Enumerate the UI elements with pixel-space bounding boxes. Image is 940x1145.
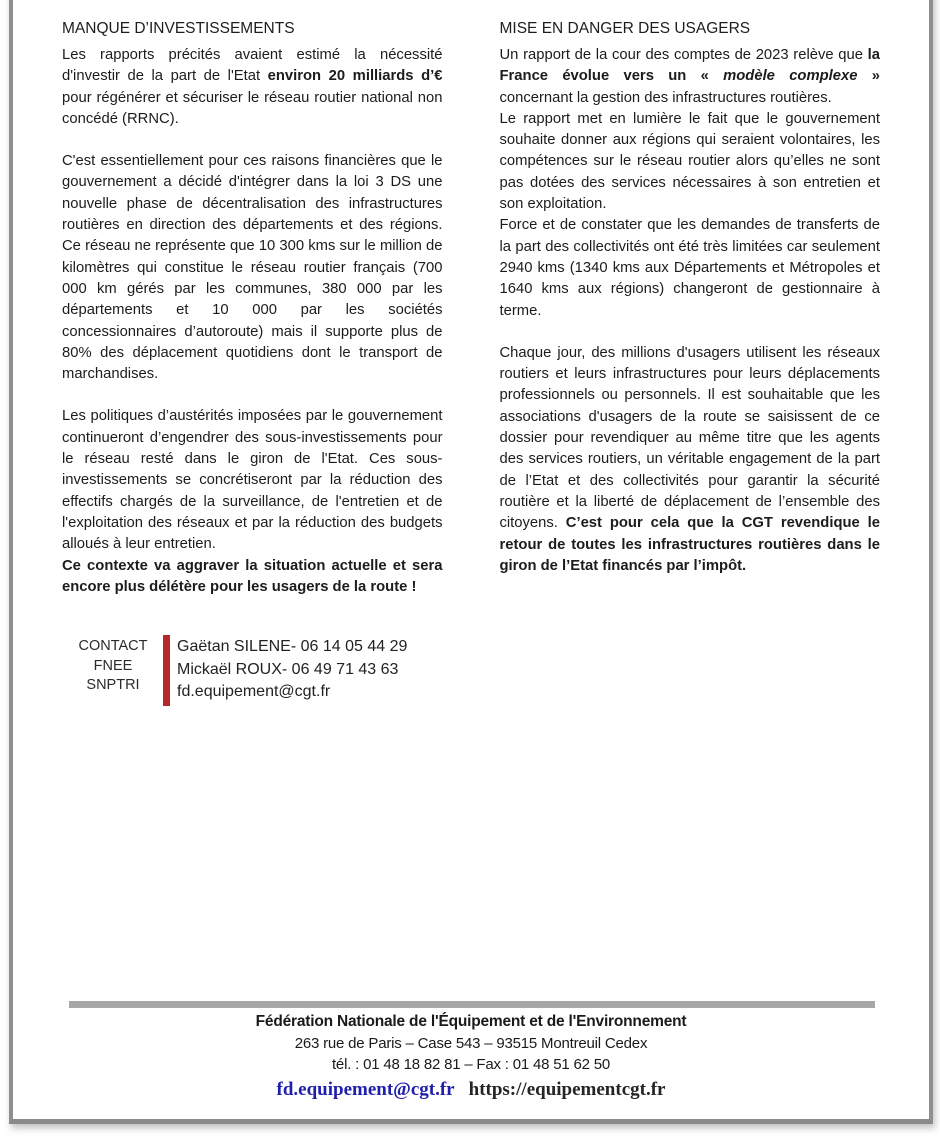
contact-person-phone: Gaëtan SILENE- 06 14 05 44 29 [177, 638, 408, 655]
footer-website-link[interactable]: https://equipementcgt.fr [468, 1079, 666, 1100]
paragraph: Le rapport met en lumière le fait que le gouvernement souhaite donner aux régions qui seraient volontaires, les compétences sur le réseau routier alors qu’elles ne sont pas dotées des services nécessaires à son entretien et son exploitation. [499, 110, 880, 213]
paragraph: Les rapports précités avaient estimé la nécessité d'investir de la part de l'Etat environ 20 milliards d’€ pour régénérer et sécuriser le réseau routier national non concédé (RRNC). [62, 47, 443, 127]
document-page [9, 0, 933, 1124]
contact-label-line: SNPTRI [86, 677, 140, 693]
column-left [62, 18, 443, 598]
footer-links [13, 1078, 929, 1102]
contact-person-phone: Mickaël ROUX- 06 49 71 43 63 [177, 660, 399, 678]
heading-manque-investissements: MANQUE D’INVESTISSEMENTS [62, 20, 295, 37]
footer-org-name: Fédération Nationale de l'Équipement et de l'Environnement [255, 1013, 687, 1030]
contact-divider-bar [163, 635, 170, 706]
contact-block [65, 635, 407, 706]
paragraph-bold-conclusion: Ce contexte va aggraver la situation actuelle et sera encore plus délétère pour les usagers de la route ! [62, 557, 443, 595]
footer-block [13, 1011, 929, 1102]
contact-lines [177, 635, 407, 704]
paragraph: Un rapport de la cour des comptes de 2023 relève que la France évolue vers un « modèle complexe » concernant la gestion des infrastructures routières. [499, 47, 880, 106]
footer-separator-bar [69, 1001, 875, 1008]
contact-label [65, 635, 161, 696]
paragraph: C'est essentiellement pour ces raisons financières que le gouvernement a décidé d'intégrer dans la loi 3 DS une nouvelle phase de décentralisation des infrastructures routières en direction des départements et des régions. Ce réseau ne représente que 10 300 kms sur le million de kilomètres qui constitue le réseau routier français (700 000 km gérés par les communes, 380 000 par les départements et 10 000 par les sociétés concessionnaires d’autoroute) mais il supporte plus de 80% des déplacement quotidiens dont le transport de marchandises. [62, 153, 443, 383]
paragraph: Les politiques d’austérités imposées par le gouvernement continueront d’engendrer des sous-investissements pour le réseau resté dans le giron de l'Etat. Ces sous-investissements se concrétiseront par la réduction des effectifs chargés de la surveillance, de l'entretien et de l'exploitation des réseaux et par la réduction des budgets alloués à leur entretien. [62, 408, 443, 553]
contact-label-line: CONTACT [78, 638, 148, 654]
contact-label-line: FNEE [93, 657, 133, 674]
column-right [500, 18, 881, 598]
footer-email-link[interactable]: fd.equipement@cgt.fr [276, 1079, 455, 1100]
heading-mise-en-danger: MISE EN DANGER DES USAGERS [499, 20, 751, 37]
article-columns [62, 18, 880, 598]
paragraph: Chaque jour, des millions d'usagers utilisent les réseaux routiers et leurs infrastructures pour leurs déplacements professionnels ou personnels. Il est souhaitable que les associations d'usagers de la route se saisissent de ce dossier pour revendiquer au même titre que les agents des services routiers, un véritable engagement de la part de l’Etat et des collectivités pour garantir la sécurité routière et la liberté de déplacement de l’ensemble des citoyens. C’est pour cela que la CGT revendique le retour de toutes les infrastructures routières dans le giron de l’Etat financés par l’impôt. [499, 344, 880, 574]
footer-phone-fax: tél. : 01 48 18 82 81 – Fax : 01 48 51 62 50 [331, 1056, 611, 1073]
contact-email-text: fd.equipement@cgt.fr [177, 683, 331, 700]
paragraph: Force et de constater que les demandes de transferts de la part des collectivités ont été très limitées car seulement 2940 kms (1340 kms aux Départements et Métropoles et 1640 kms aux régions) changeront de gestionnaire à terme. [499, 217, 880, 319]
footer-address: 263 rue de Paris – Case 543 – 93515 Montreuil Cedex [294, 1035, 648, 1052]
